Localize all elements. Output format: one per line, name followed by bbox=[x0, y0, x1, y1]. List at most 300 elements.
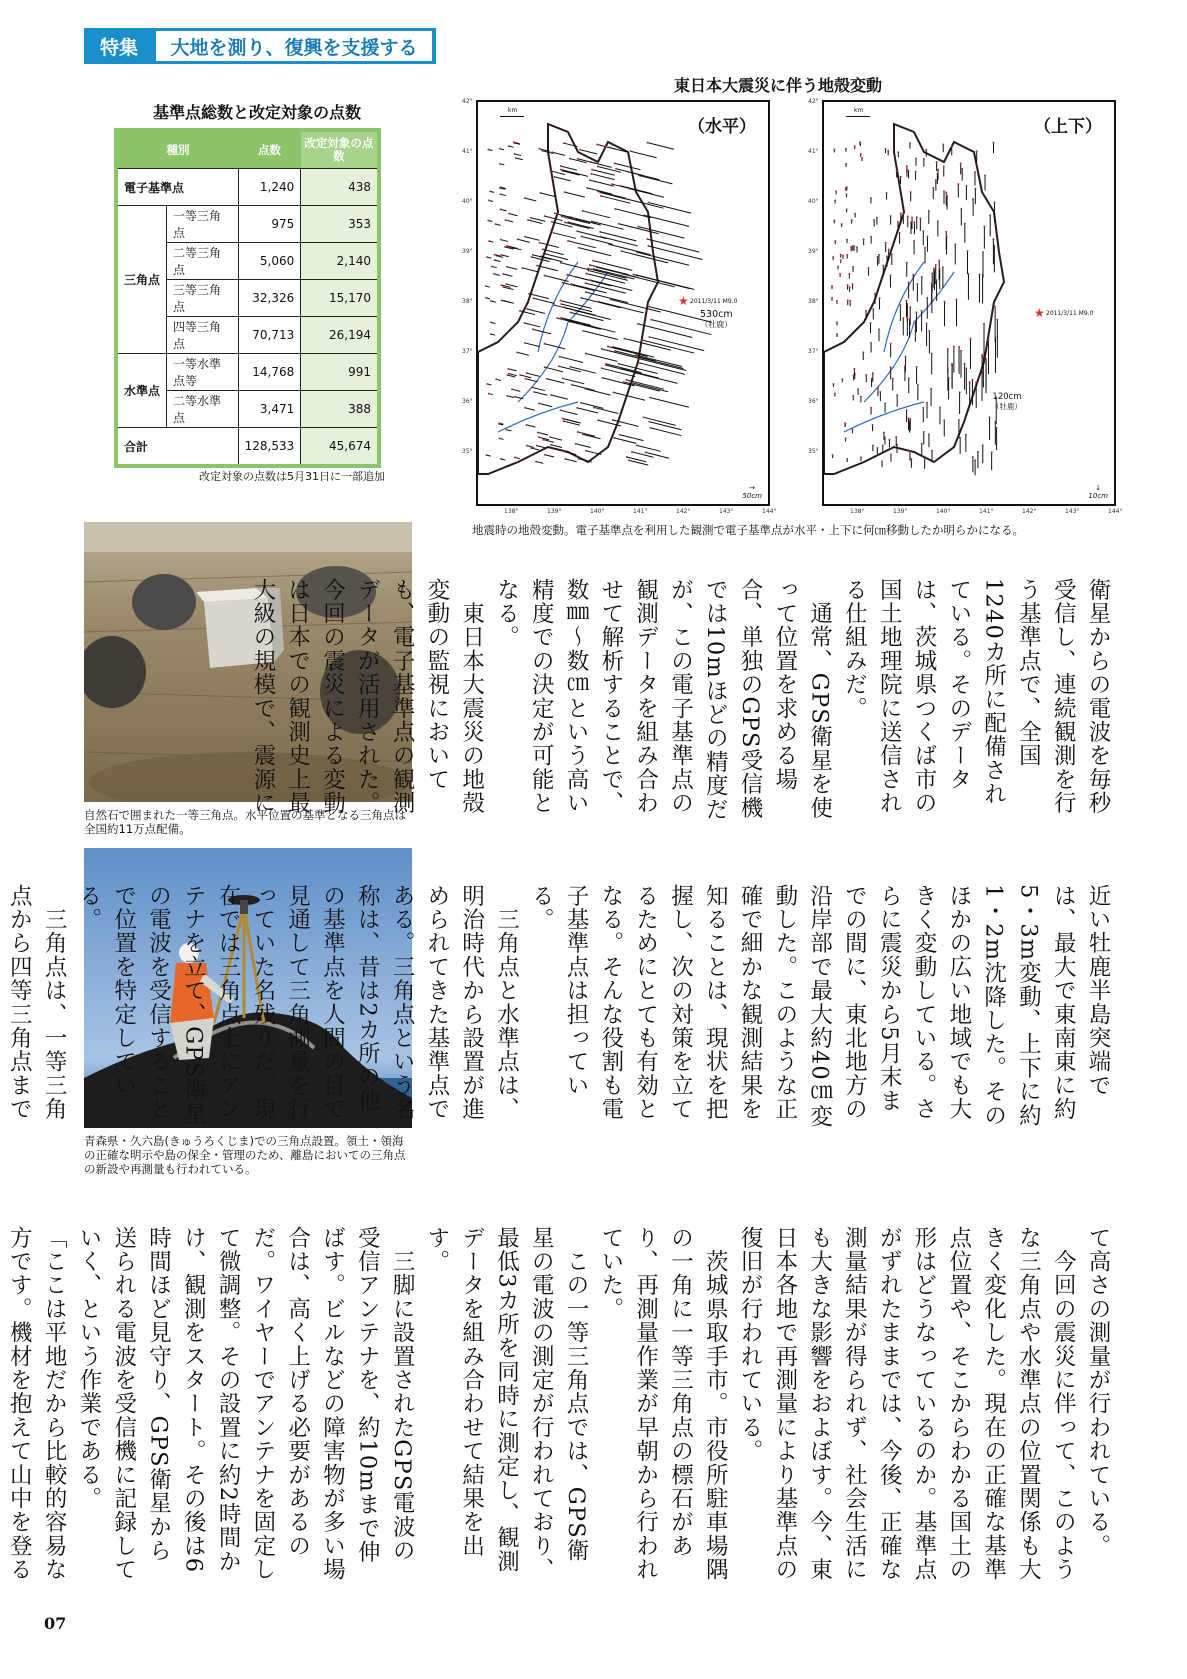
station-dot bbox=[926, 297, 928, 299]
station-dot bbox=[834, 199, 836, 201]
lon-tick-label: 143° bbox=[719, 508, 734, 515]
station-dot bbox=[923, 431, 925, 433]
station-dot bbox=[525, 378, 527, 380]
station-dot bbox=[614, 162, 616, 164]
displacement-vector bbox=[503, 274, 512, 276]
station-dot bbox=[560, 262, 562, 264]
displacement-vector bbox=[614, 438, 636, 444]
station-dot bbox=[913, 221, 915, 223]
lat-tick-label: 35° bbox=[462, 448, 473, 455]
station-dot bbox=[992, 238, 994, 240]
station-dot bbox=[906, 165, 908, 167]
station-dot bbox=[501, 284, 503, 286]
displacement-vector bbox=[518, 239, 530, 242]
station-dot bbox=[890, 454, 892, 456]
station-dot bbox=[910, 458, 912, 460]
station-dot bbox=[984, 175, 986, 177]
station-dot bbox=[976, 150, 978, 152]
lat-tick-label: 42° bbox=[808, 98, 819, 105]
station-dot bbox=[839, 273, 841, 275]
station-dot bbox=[865, 310, 867, 312]
station-dot bbox=[590, 173, 592, 175]
station-dot bbox=[958, 346, 960, 348]
max-site: （牡鹿） bbox=[700, 320, 733, 329]
station-dot bbox=[560, 169, 562, 171]
station-dot bbox=[915, 158, 917, 160]
lat-tick-label: 37° bbox=[808, 348, 819, 355]
station-dot bbox=[625, 379, 627, 381]
station-dot bbox=[560, 317, 562, 319]
station-dot bbox=[935, 264, 937, 266]
station-dot bbox=[560, 303, 562, 305]
lat-tick-label: 39° bbox=[462, 248, 473, 255]
station-dot bbox=[613, 437, 615, 439]
station-dot bbox=[923, 158, 925, 160]
station-dot bbox=[876, 447, 878, 449]
station-dot bbox=[833, 148, 835, 150]
station-dot bbox=[648, 421, 650, 423]
station-dot bbox=[585, 272, 587, 274]
coastline bbox=[478, 124, 658, 474]
station-dot bbox=[500, 458, 502, 460]
station-dot bbox=[883, 431, 885, 433]
station-dot bbox=[490, 321, 492, 323]
station-dot bbox=[500, 254, 502, 256]
displacement-vector bbox=[637, 445, 661, 451]
station-dot bbox=[495, 223, 497, 225]
station-dot bbox=[636, 356, 638, 358]
station-dot bbox=[879, 297, 881, 299]
station-dot bbox=[928, 210, 930, 212]
km-label: km bbox=[508, 107, 518, 114]
station-dot bbox=[524, 407, 526, 409]
row-revised: 991 bbox=[301, 354, 379, 391]
station-dot bbox=[951, 363, 953, 365]
total-revised: 45,674 bbox=[301, 428, 379, 467]
station-dot bbox=[913, 240, 915, 242]
station-dot bbox=[912, 274, 914, 276]
station-dot bbox=[597, 166, 599, 168]
station-dot bbox=[526, 445, 528, 447]
total-label: 合計 bbox=[116, 428, 238, 467]
station-dot bbox=[500, 239, 502, 241]
station-dot bbox=[648, 336, 650, 338]
displacement-vector bbox=[523, 268, 539, 272]
station-dot bbox=[498, 423, 500, 425]
station-dot bbox=[854, 213, 856, 215]
station-dot bbox=[832, 454, 834, 456]
station-dot bbox=[987, 339, 989, 341]
benchmark-table bbox=[114, 128, 381, 468]
station-dot bbox=[958, 419, 960, 421]
max-displacement bbox=[992, 392, 1022, 412]
station-dot bbox=[618, 223, 620, 225]
row-count: 975 bbox=[238, 206, 301, 243]
station-dot bbox=[994, 336, 996, 338]
station-dot bbox=[650, 427, 652, 429]
station-dot bbox=[485, 285, 487, 287]
epicenter-star-icon: ★ bbox=[1034, 306, 1045, 320]
displacement-vector bbox=[636, 355, 682, 366]
station-dot bbox=[996, 427, 998, 429]
station-dot bbox=[578, 247, 580, 249]
col-type: 種別 bbox=[116, 130, 238, 169]
table-header-row bbox=[116, 130, 379, 169]
station-dot bbox=[951, 146, 953, 148]
station-dot bbox=[860, 396, 862, 398]
station-dot bbox=[993, 202, 995, 204]
station-dot bbox=[943, 190, 945, 192]
station-dot bbox=[516, 351, 518, 353]
displacement-vector bbox=[632, 452, 654, 457]
station-dot bbox=[884, 402, 886, 404]
station-dot bbox=[921, 443, 923, 445]
station-dot bbox=[508, 373, 510, 375]
station-dot bbox=[507, 368, 509, 370]
station-dot bbox=[982, 356, 984, 358]
row-name: 二等三角点 bbox=[167, 243, 239, 280]
station-dot bbox=[846, 239, 848, 241]
station-dot bbox=[539, 148, 541, 150]
row-revised: 26,194 bbox=[301, 317, 379, 354]
station-dot bbox=[535, 461, 537, 463]
station-dot bbox=[649, 397, 651, 399]
station-dot bbox=[969, 338, 971, 340]
station-dot bbox=[511, 388, 513, 390]
station-dot bbox=[907, 215, 909, 217]
displacement-vector bbox=[501, 240, 508, 242]
station-dot bbox=[537, 431, 539, 433]
station-dot bbox=[612, 419, 614, 421]
station-dot bbox=[965, 185, 967, 187]
station-dot bbox=[506, 266, 508, 268]
station-dot bbox=[593, 406, 595, 408]
station-dot bbox=[585, 291, 587, 293]
station-dot bbox=[945, 192, 947, 194]
max-site: （牡鹿） bbox=[992, 402, 1022, 411]
station-dot bbox=[931, 282, 933, 284]
station-dot bbox=[836, 321, 838, 323]
station-dot bbox=[981, 354, 983, 356]
arrow-down-icon: ↓ bbox=[1095, 484, 1102, 492]
station-dot bbox=[495, 378, 497, 380]
station-dot bbox=[975, 381, 977, 383]
station-dot bbox=[643, 416, 645, 418]
station-dot bbox=[628, 459, 630, 461]
col-revised: 改定対象の点数 bbox=[301, 130, 379, 169]
station-dot bbox=[924, 247, 926, 249]
lon-tick-label: 139° bbox=[547, 508, 562, 515]
station-dot bbox=[646, 238, 648, 240]
vector-scale bbox=[1088, 484, 1108, 500]
station-dot bbox=[576, 230, 578, 232]
station-dot bbox=[578, 458, 580, 460]
station-dot bbox=[928, 330, 930, 332]
body-text-block-3: て高さの測量が行われている。 今回の震災に伴って、このような三角点や水準点の位置関係も大きく変化した。現在の正確な基準点位置や、そこからわかる国土の形はどうなっているのか。基準点がずれたままでは、今後、正確な測量結果が得られず、社会生活にも大きな影響をおよぼす。今、東日本各地で再測量により基準点の復旧が行われている。 茨城県取手市。市役所駐車場隅の一角に一等三角点の標石があり、再測量作業が早朝から行われていた。 この一等三角点では、GPS衛星の電波の測定が行われており、最低3カ所を同時に測定し、観測データを組み合わせて結果を出す。 三脚に設置されたGPS電波の受信アンテナを、約10mまで伸ばす。ビルなどの障害物が多い場合は、高く上げる必要があるのだ。ワイヤーでアンテナを固定して微調整。その設置に約2時間かけ、観測をスタート。その後は6時間ほど見守り、GPS衛星から送られる電波を受信機に記録していく、という作業である。 「ここは平地だから比較的容易な方です。機材を抱えて山中を登る bbox=[6, 1226, 1111, 1582]
station-dot bbox=[931, 272, 933, 274]
station-dot bbox=[570, 283, 572, 285]
station-dot bbox=[599, 231, 601, 233]
station-dot bbox=[876, 217, 878, 219]
displacement-vector bbox=[631, 151, 657, 157]
station-dot bbox=[488, 199, 490, 201]
station-dot bbox=[851, 219, 853, 221]
station-dot bbox=[878, 328, 880, 330]
row-group: 水準点 bbox=[116, 354, 167, 428]
station-dot bbox=[974, 171, 976, 173]
station-dot bbox=[533, 391, 535, 393]
station-dot bbox=[910, 221, 912, 223]
station-dot bbox=[845, 193, 847, 195]
station-dot bbox=[577, 431, 579, 433]
map-label-horizontal: （水平） bbox=[688, 117, 756, 137]
displacement-vector bbox=[650, 398, 689, 408]
station-dot bbox=[570, 366, 572, 368]
station-dot bbox=[526, 372, 528, 374]
station-dot bbox=[585, 352, 587, 354]
lat-tick-label: 38° bbox=[808, 298, 819, 305]
lat-tick-label: 42° bbox=[462, 98, 473, 105]
station-dot bbox=[619, 185, 621, 187]
station-dot bbox=[647, 245, 649, 247]
station-dot bbox=[954, 243, 956, 245]
station-dot bbox=[605, 363, 607, 365]
station-dot bbox=[632, 274, 634, 276]
station-dot bbox=[626, 198, 628, 200]
lat-tick-label: 41° bbox=[462, 148, 473, 155]
station-dot bbox=[650, 319, 652, 321]
map-horizontal bbox=[476, 100, 770, 506]
station-dot bbox=[844, 423, 846, 425]
station-dot bbox=[577, 158, 579, 160]
station-dot bbox=[500, 208, 502, 210]
station-dot bbox=[499, 163, 501, 165]
station-dot bbox=[977, 451, 979, 453]
station-dot bbox=[530, 217, 532, 219]
station-dot bbox=[488, 393, 490, 395]
station-dot bbox=[931, 352, 933, 354]
station-dot bbox=[515, 157, 517, 159]
station-dot bbox=[936, 279, 938, 281]
station-dot bbox=[947, 367, 949, 369]
station-dot bbox=[832, 383, 834, 385]
displacement-vector bbox=[638, 324, 692, 338]
station-dot bbox=[985, 358, 987, 360]
station-dot bbox=[630, 150, 632, 152]
coastline bbox=[824, 124, 1004, 474]
station-dot bbox=[860, 456, 862, 458]
station-dot bbox=[593, 268, 595, 270]
station-dot bbox=[584, 388, 586, 390]
station-dot bbox=[590, 279, 592, 281]
station-dot bbox=[491, 265, 493, 267]
scale-bar bbox=[500, 116, 524, 120]
row-group: 三角点 bbox=[116, 206, 167, 354]
station-dot bbox=[611, 183, 613, 185]
displacement-vector bbox=[507, 267, 517, 270]
lon-tick-label: 139° bbox=[893, 508, 908, 515]
station-dot bbox=[846, 254, 848, 256]
station-dot bbox=[506, 283, 508, 285]
station-dot bbox=[959, 437, 961, 439]
station-dot bbox=[870, 197, 872, 199]
lat-tick-label: 40° bbox=[462, 198, 473, 205]
station-dot bbox=[580, 297, 582, 299]
station-dot bbox=[514, 396, 516, 398]
station-dot bbox=[598, 301, 600, 303]
station-dot bbox=[906, 300, 908, 302]
station-dot bbox=[974, 459, 976, 461]
station-dot bbox=[899, 232, 901, 234]
station-dot bbox=[897, 221, 899, 223]
station-dot bbox=[526, 424, 528, 426]
station-dot bbox=[932, 187, 934, 189]
row-name: 三等三角点 bbox=[167, 280, 239, 317]
row-revised: 388 bbox=[301, 391, 379, 428]
station-dot bbox=[610, 298, 612, 300]
row-count: 70,713 bbox=[238, 317, 301, 354]
station-dot bbox=[966, 250, 968, 252]
station-dot bbox=[937, 169, 939, 171]
map-vertical bbox=[822, 100, 1116, 506]
feature-tag: 特集 bbox=[99, 36, 138, 59]
station-dot bbox=[561, 417, 563, 419]
station-dot bbox=[996, 319, 998, 321]
station-dot bbox=[930, 388, 932, 390]
station-dot bbox=[964, 363, 966, 365]
station-dot bbox=[613, 391, 615, 393]
station-dot bbox=[590, 161, 592, 163]
station-dot bbox=[836, 300, 838, 302]
station-dot bbox=[902, 317, 904, 319]
station-dot bbox=[851, 429, 853, 431]
km-label: km bbox=[854, 107, 864, 114]
displacement-vector bbox=[646, 452, 669, 458]
station-dot bbox=[872, 445, 874, 447]
station-dot bbox=[947, 348, 949, 350]
station-dot bbox=[854, 145, 856, 147]
station-dot bbox=[648, 306, 650, 308]
station-dot bbox=[494, 254, 496, 256]
station-dot bbox=[928, 433, 930, 435]
row-group: 電子基準点 bbox=[116, 169, 238, 206]
station-dot bbox=[982, 251, 984, 253]
station-dot bbox=[931, 291, 933, 293]
station-dot bbox=[860, 153, 862, 155]
map-vertical-graphic bbox=[824, 102, 1114, 504]
station-dot bbox=[845, 163, 847, 165]
station-dot bbox=[508, 213, 510, 215]
station-dot bbox=[550, 394, 552, 396]
station-dot bbox=[575, 443, 577, 445]
station-dot bbox=[992, 142, 994, 144]
station-dot bbox=[936, 173, 938, 175]
station-dot bbox=[544, 274, 546, 276]
station-dot bbox=[582, 433, 584, 435]
station-dot bbox=[564, 458, 566, 460]
station-dot bbox=[908, 170, 910, 172]
station-dot bbox=[832, 256, 834, 258]
station-dot bbox=[499, 437, 501, 439]
station-dot bbox=[943, 166, 945, 168]
station-dot bbox=[897, 151, 899, 153]
photo-caption-2: 青森県・久六島(きゅうろくじま)での三角点設置。領土・領海の正確な明示や島の保全・管理のため、離島においての三角点の新設や再測量も行われている。 bbox=[84, 1134, 406, 1176]
station-dot bbox=[834, 240, 836, 242]
total-count: 128,533 bbox=[238, 428, 301, 467]
row-count: 32,326 bbox=[238, 280, 301, 317]
station-dot bbox=[527, 219, 529, 221]
station-dot bbox=[626, 456, 628, 458]
station-dot bbox=[974, 188, 976, 190]
station-dot bbox=[628, 171, 630, 173]
station-dot bbox=[852, 395, 854, 397]
station-dot bbox=[846, 458, 848, 460]
station-dot bbox=[592, 260, 594, 262]
station-dot bbox=[524, 342, 526, 344]
station-dot bbox=[859, 142, 861, 144]
map-caption: 地震時の地殻変動。電子基準点を利用した観測で電子基準点が水平・上下に何㎝移動したか明らかになる。 bbox=[472, 523, 1024, 537]
station-dot bbox=[587, 268, 589, 270]
station-dot bbox=[560, 300, 562, 302]
station-dot bbox=[519, 310, 521, 312]
station-dot bbox=[602, 377, 604, 379]
station-dot bbox=[517, 238, 519, 240]
lon-tick-label: 144° bbox=[762, 508, 777, 515]
col-count: 点数 bbox=[238, 130, 301, 169]
station-dot bbox=[906, 409, 908, 411]
station-dot bbox=[556, 317, 558, 319]
station-dot bbox=[635, 354, 637, 356]
station-dot bbox=[538, 436, 540, 438]
displacement-vector bbox=[630, 382, 668, 391]
row-count: 5,060 bbox=[238, 243, 301, 280]
station-dot bbox=[919, 217, 921, 219]
row-revised: 438 bbox=[301, 169, 379, 206]
station-dot bbox=[502, 273, 504, 275]
displacement-vector bbox=[648, 203, 691, 214]
station-dot bbox=[956, 298, 958, 300]
station-dot bbox=[845, 148, 847, 150]
station-dot bbox=[563, 306, 565, 308]
table-total-row bbox=[116, 428, 379, 467]
station-dot bbox=[490, 300, 492, 302]
lon-tick-label: 142° bbox=[676, 508, 691, 515]
station-dot bbox=[909, 418, 911, 420]
station-dot bbox=[862, 351, 864, 353]
station-dot bbox=[909, 450, 911, 452]
station-dot bbox=[960, 162, 962, 164]
station-dot bbox=[494, 259, 496, 261]
station-dot bbox=[887, 150, 889, 152]
station-dot bbox=[895, 436, 897, 438]
station-dot bbox=[532, 328, 534, 330]
displacement-vector bbox=[629, 460, 648, 465]
station-dot bbox=[942, 266, 944, 268]
station-dot bbox=[906, 262, 908, 264]
station-dot bbox=[833, 220, 835, 222]
vector-scale bbox=[742, 484, 762, 500]
station-dot bbox=[586, 187, 588, 189]
station-dot bbox=[623, 381, 625, 383]
station-dot bbox=[933, 268, 935, 270]
station-dot bbox=[845, 437, 847, 439]
station-dot bbox=[645, 451, 647, 453]
station-dot bbox=[551, 151, 553, 153]
map-label-vertical: （上下） bbox=[1034, 117, 1102, 137]
station-dot bbox=[891, 253, 893, 255]
station-dot bbox=[907, 417, 909, 419]
station-dot bbox=[837, 265, 839, 267]
